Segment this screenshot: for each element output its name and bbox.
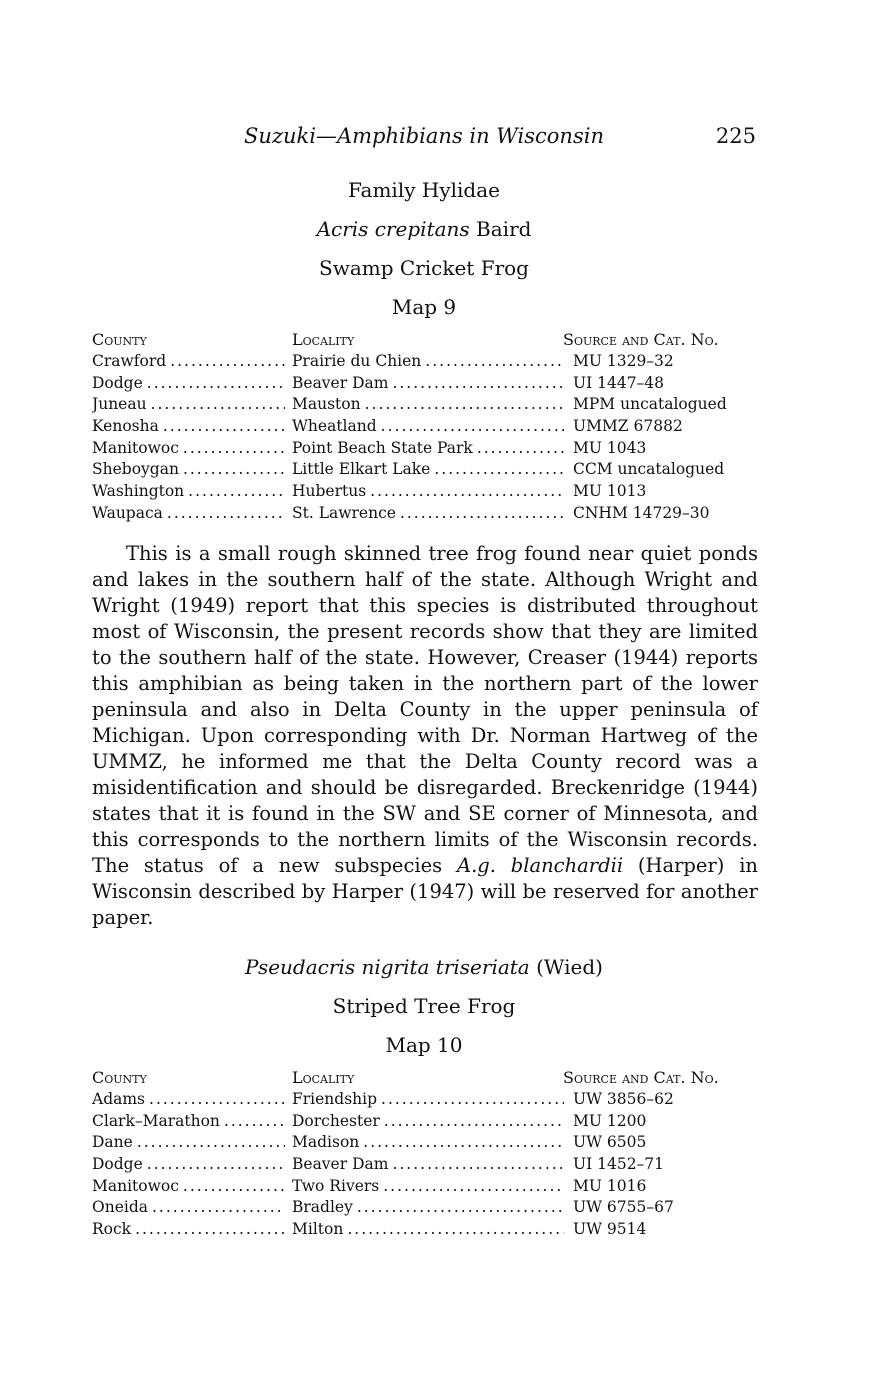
county-cell-text: Clark–Marathon — [92, 1111, 220, 1130]
county-cell — [92, 1177, 285, 1195]
locality-cell — [292, 460, 564, 478]
common-name: Striped Tree Frog — [332, 994, 516, 1018]
county-cell-text: Dane — [92, 1133, 133, 1152]
locality-cell-text: Wheatland — [292, 417, 377, 436]
source-cell — [573, 1220, 763, 1238]
dot-leader — [183, 460, 285, 478]
page-number: 225 — [715, 124, 756, 148]
dot-leader — [392, 1155, 564, 1173]
dot-leader — [224, 1112, 285, 1130]
locality-cell — [292, 439, 564, 457]
county-cell-text: Juneau — [92, 395, 147, 414]
table-row — [92, 482, 758, 504]
dot-leader — [434, 460, 564, 478]
county-cell-text: Oneida — [92, 1198, 148, 1217]
paragraph-text-end: (Harper) in Wisconsin described by Harper (1947) will be reserved for another paper. — [92, 854, 758, 929]
source-cell-text: CCM uncatalogued — [573, 460, 725, 479]
source-cell-text: UW 9514 — [573, 1220, 647, 1239]
dot-leader — [149, 1090, 285, 1108]
locality-cell-text: Little Elkart Lake — [292, 460, 431, 479]
dot-leader — [365, 395, 564, 413]
column-header-county: County — [92, 1068, 147, 1087]
source-cell — [573, 439, 763, 457]
locality-cell — [292, 417, 564, 435]
dot-leader — [381, 417, 564, 435]
map-label: Map 9 — [391, 295, 457, 319]
locality-cell — [292, 352, 564, 370]
dot-leader — [167, 504, 285, 522]
dot-leader — [347, 1220, 564, 1238]
dot-leader — [370, 482, 564, 500]
dot-leader — [400, 504, 564, 522]
source-cell-text: MPM uncatalogued — [573, 395, 727, 414]
county-cell-text: Manitowoc — [92, 1176, 179, 1195]
dot-leader — [135, 1220, 285, 1238]
locality-cell-text: Dorchester — [292, 1111, 380, 1130]
dot-leader — [383, 1177, 564, 1195]
source-cell-text: UMMZ 67882 — [573, 417, 683, 436]
locality-cell-text: Friendship — [292, 1090, 378, 1108]
column-header-source: Source and Cat. No. — [563, 1068, 719, 1087]
source-cell-text: UW 6755–67 — [573, 1198, 674, 1217]
table-row — [92, 417, 758, 439]
table-row — [92, 504, 758, 526]
source-cell-text: MU 1200 — [573, 1111, 647, 1130]
county-cell — [92, 460, 285, 478]
county-cell-text: Rock — [92, 1220, 132, 1239]
column-header-source: Source and Cat. No. — [563, 330, 719, 349]
table-row — [92, 1112, 758, 1134]
source-cell — [573, 504, 763, 522]
species-name: Acris crepitans — [316, 217, 470, 241]
source-cell — [573, 460, 763, 478]
dot-leader — [183, 439, 285, 457]
table-row — [92, 374, 758, 396]
locality-cell — [292, 395, 564, 413]
locality-cell-text: St. Lawrence — [292, 503, 396, 522]
locality-cell-text: Beaver Dam — [292, 1155, 389, 1174]
table-row — [92, 1090, 758, 1112]
locality-cell — [292, 1177, 564, 1195]
locality-cell-text: Hubertus — [292, 482, 367, 501]
table-row — [92, 1133, 758, 1155]
source-cell — [573, 1133, 763, 1151]
county-cell-text: Dodge — [92, 373, 143, 392]
source-cell — [573, 482, 763, 500]
county-cell-text: Kenosha — [92, 417, 159, 436]
species-author: (Wied) — [536, 955, 603, 979]
table-row — [92, 395, 758, 417]
table-row — [92, 352, 758, 374]
table-header — [92, 330, 758, 352]
records-table — [92, 1068, 758, 1242]
source-cell — [573, 1198, 763, 1216]
source-cell — [573, 1112, 763, 1130]
subspecies-name: A.g. blanchardii — [457, 854, 624, 877]
county-cell-text: Waupaca — [92, 503, 163, 522]
running-title: Suzuki—Amphibians in Wisconsin — [244, 124, 604, 148]
locality-cell-text: Mauston — [292, 395, 361, 414]
map-label: Map 10 — [385, 1033, 463, 1057]
body-paragraph — [92, 541, 758, 931]
species-heading — [92, 217, 756, 241]
source-cell — [573, 352, 763, 370]
dot-leader — [381, 1090, 564, 1108]
table-row — [92, 1198, 758, 1220]
source-cell — [573, 374, 763, 392]
county-cell — [92, 439, 285, 457]
locality-cell-text: Prairie du Chien — [292, 352, 422, 370]
source-cell-text: MU 1016 — [573, 1176, 647, 1195]
county-cell — [92, 395, 285, 413]
dot-leader — [137, 1133, 285, 1151]
table-row — [92, 1155, 758, 1177]
locality-cell — [292, 482, 564, 500]
source-cell-text: CNHM 14729–30 — [573, 503, 710, 522]
locality-cell — [292, 1198, 564, 1216]
dot-leader — [357, 1198, 564, 1216]
county-cell — [92, 374, 285, 392]
county-cell — [92, 417, 285, 435]
source-cell — [573, 1090, 763, 1108]
locality-cell — [292, 1090, 564, 1108]
column-header-county: County — [92, 330, 147, 349]
species-name: Pseudacris nigrita triseriata — [245, 955, 530, 979]
family-heading: Family Hylidae — [348, 178, 500, 202]
county-cell — [92, 504, 285, 522]
source-cell — [573, 395, 763, 413]
table-header — [92, 1068, 758, 1090]
locality-cell-text: Two Rivers — [292, 1176, 380, 1195]
paragraph-text: This is a small rough skinned tree frog found near quiet ponds and lakes in the southern half of the state. Although Wright and Wright (1949) report that this species is distributed throughout most of Wisconsin, the present records show that they are limited to the southern half of the state. However, Creaser (1944) reports this amphibian as being taken in the northern part of the lower peninsula and also in Delta County in the upper peninsula of Michigan. Upon corresponding with Dr. Norman Hartweg of the UMMZ, he informed me that the Delta County record was a misidentification and should be disregarded. Breckenridge (1944) states that it is found in the SW and SE corner of Minnesota, and this corresponds to the northern limits of the Wisconsin records. The status of a new subspecies — [92, 542, 758, 877]
county-cell — [92, 1198, 285, 1216]
county-cell-text: Sheboygan — [92, 460, 179, 479]
common-name: Swamp Cricket Frog — [319, 256, 529, 280]
county-cell — [92, 1090, 285, 1108]
records-table — [92, 330, 758, 526]
column-header-locality: Locality — [292, 1068, 355, 1087]
species-heading — [92, 955, 756, 979]
dot-leader — [188, 482, 285, 500]
table-row — [92, 460, 758, 482]
locality-cell — [292, 1133, 564, 1151]
county-cell — [92, 352, 285, 370]
county-cell-text: Washington — [92, 482, 185, 501]
running-header — [92, 124, 756, 154]
dot-leader — [392, 374, 564, 392]
county-cell — [92, 1155, 285, 1173]
locality-cell-text: Madison — [292, 1133, 360, 1152]
column-header-locality: Locality — [292, 330, 355, 349]
county-cell — [92, 1112, 285, 1130]
locality-cell — [292, 374, 564, 392]
dot-leader — [384, 1112, 564, 1130]
source-cell-text: UW 3856–62 — [573, 1090, 674, 1108]
county-cell — [92, 1220, 285, 1238]
locality-cell — [292, 1112, 564, 1130]
source-cell-text: UI 1452–71 — [573, 1155, 665, 1174]
dot-leader — [147, 1155, 285, 1173]
source-cell-text: MU 1013 — [573, 482, 647, 501]
source-cell — [573, 417, 763, 435]
source-cell-text: UW 6505 — [573, 1133, 647, 1152]
county-cell-text: Crawford — [92, 352, 167, 370]
source-cell — [573, 1155, 763, 1173]
locality-cell-text: Bradley — [292, 1198, 353, 1217]
county-cell-text: Adams — [92, 1090, 146, 1108]
table-row — [92, 439, 758, 461]
source-cell — [573, 1177, 763, 1195]
dot-leader — [152, 1198, 285, 1216]
dot-leader — [147, 374, 285, 392]
table-row — [92, 1177, 758, 1199]
dot-leader — [477, 439, 564, 457]
locality-cell-text: Beaver Dam — [292, 373, 389, 392]
source-cell-text: UI 1447–48 — [573, 373, 665, 392]
dot-leader — [363, 1133, 564, 1151]
county-cell — [92, 1133, 285, 1151]
table-row — [92, 1220, 758, 1242]
locality-cell-text: Point Beach State Park — [292, 438, 473, 457]
locality-cell — [292, 1220, 564, 1238]
dot-leader — [425, 352, 564, 370]
county-cell-text: Manitowoc — [92, 438, 179, 457]
dot-leader — [151, 395, 285, 413]
source-cell-text: MU 1043 — [573, 438, 647, 457]
locality-cell — [292, 1155, 564, 1173]
dot-leader — [170, 352, 285, 370]
dot-leader — [183, 1177, 285, 1195]
locality-cell — [292, 504, 564, 522]
dot-leader — [163, 417, 285, 435]
species-author: Baird — [476, 217, 532, 241]
county-cell-text: Dodge — [92, 1155, 143, 1174]
county-cell — [92, 482, 285, 500]
locality-cell-text: Milton — [292, 1220, 344, 1239]
source-cell-text: MU 1329–32 — [573, 352, 674, 370]
